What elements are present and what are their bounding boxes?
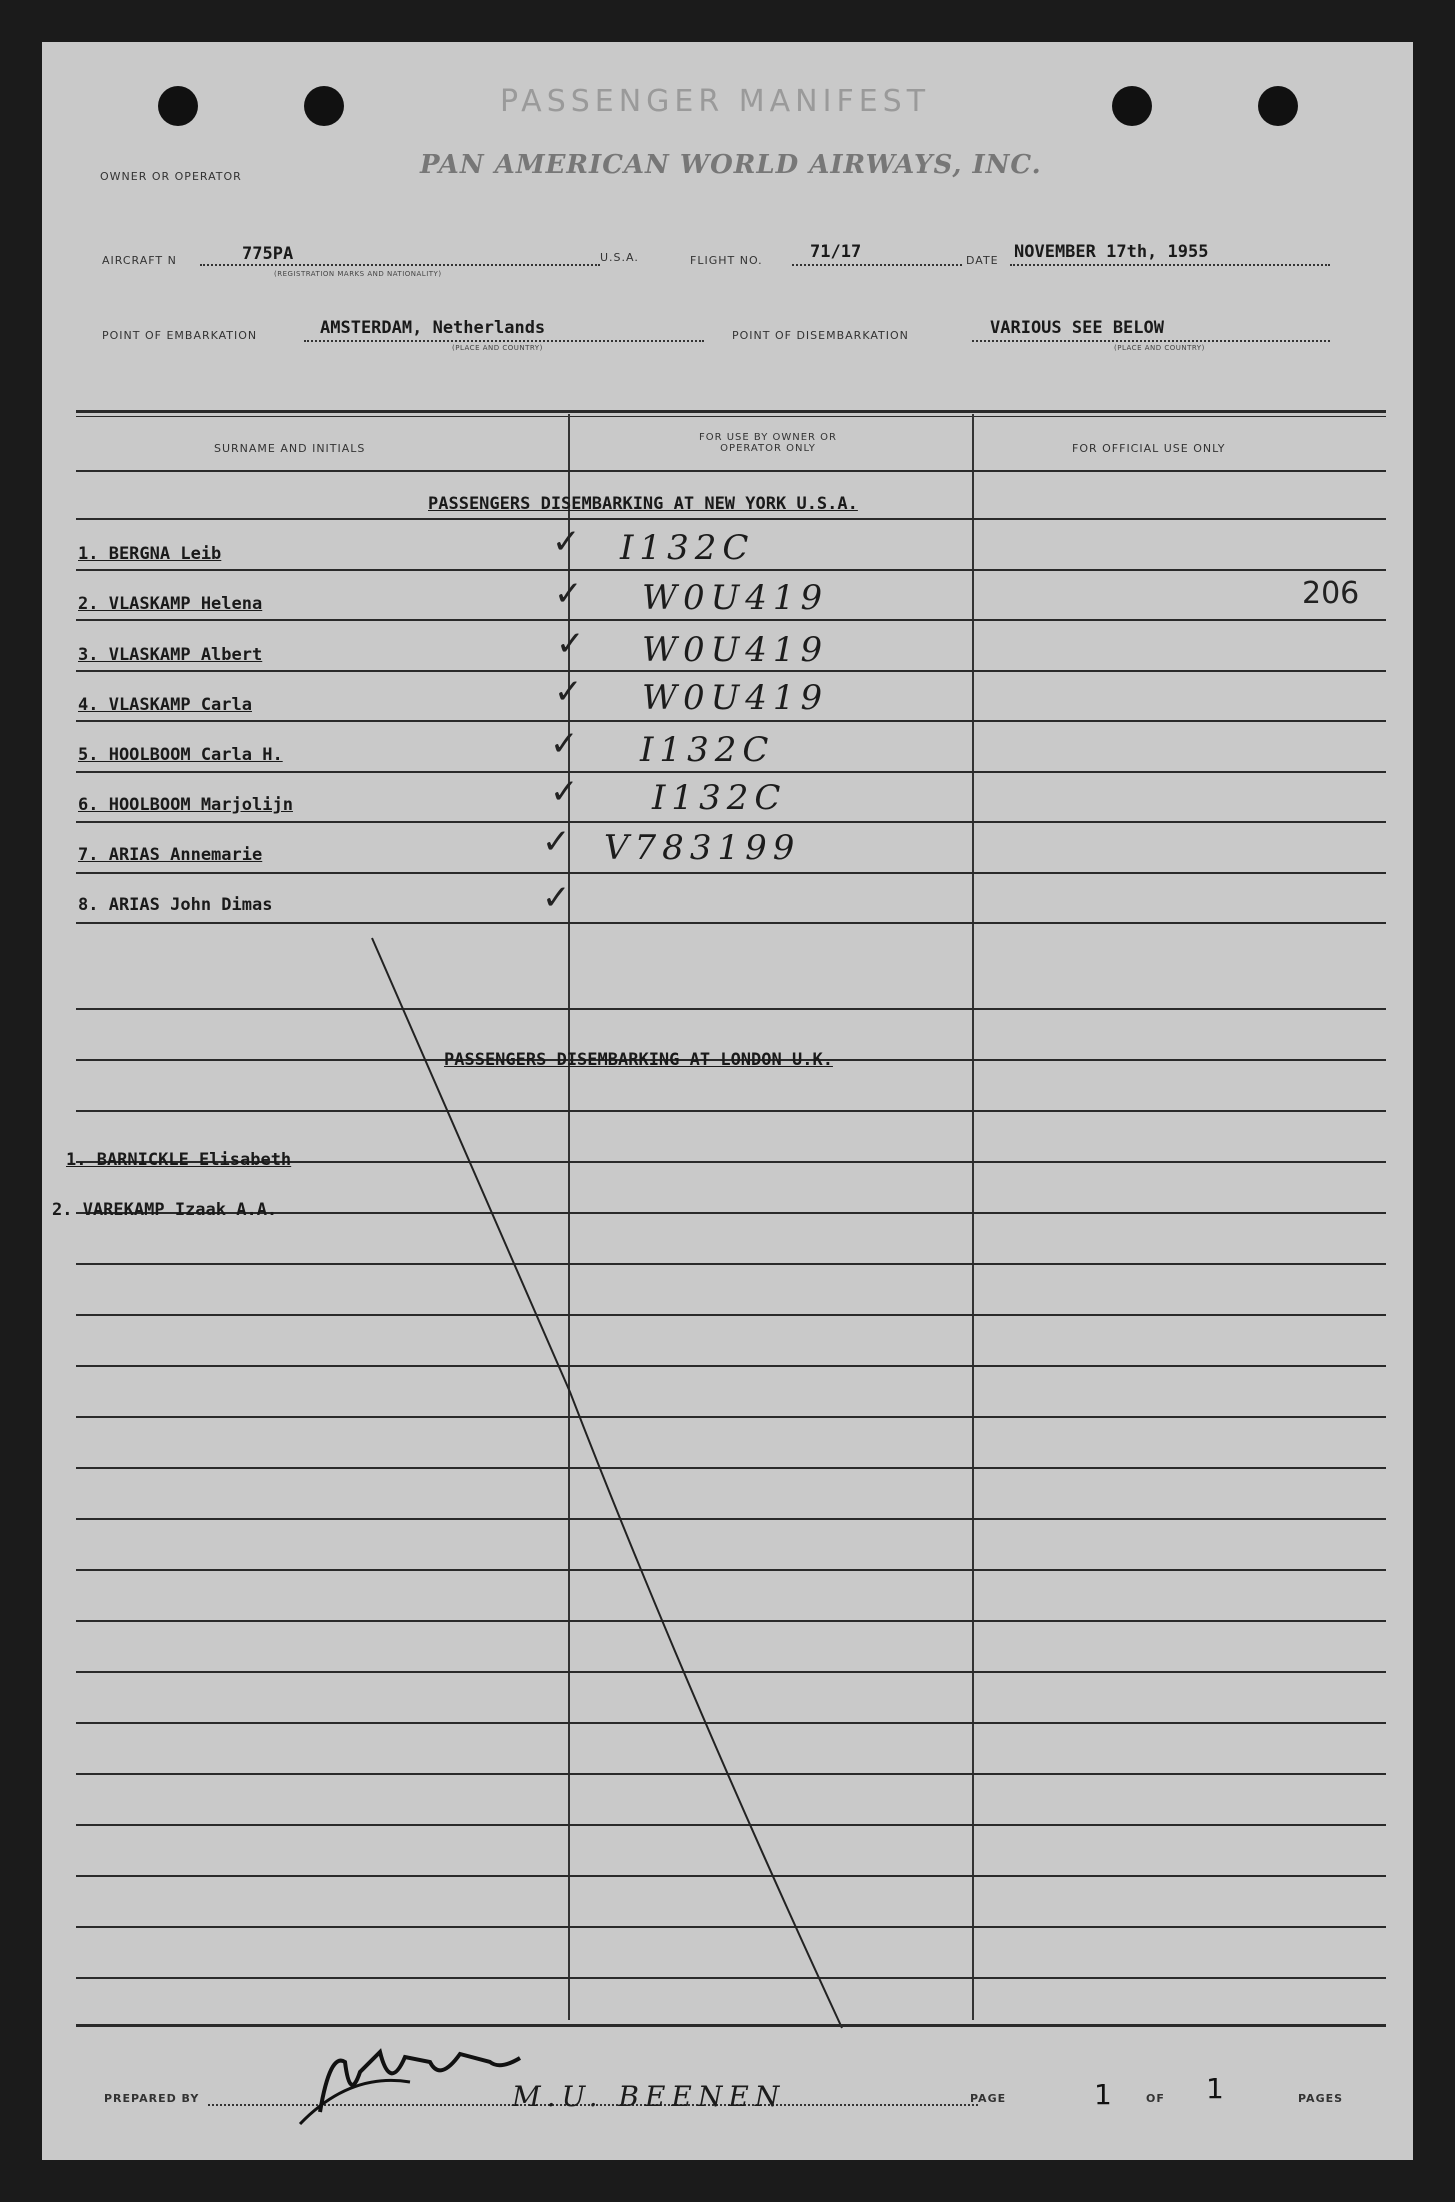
passenger-name: 1. BERGNA Leib <box>78 544 222 564</box>
section-heading: PASSENGERS DISEMBARKING AT LONDON U.K. <box>444 1050 833 1070</box>
section-heading: PASSENGERS DISEMBARKING AT NEW YORK U.S.A. <box>428 494 858 514</box>
passenger-name: 6. HOOLBOOM Marjolijn <box>78 795 293 815</box>
check-mark-icon: ✓ <box>552 522 581 562</box>
embarkation-sub: (PLACE AND COUNTRY) <box>452 344 543 352</box>
disembarkation-point: VARIOUS SEE BELOW <box>990 318 1164 338</box>
passenger-code: W0U419 <box>642 578 829 618</box>
check-mark-icon: ✓ <box>542 822 571 862</box>
manifest-page <box>42 42 1413 2160</box>
check-mark-icon: ✓ <box>554 672 583 712</box>
prepared-by-name: M.U. BEENEN <box>512 2080 786 2113</box>
official-column-header: FOR OFFICIAL USE ONLY <box>1072 442 1226 455</box>
embarkation-point: AMSTERDAM, Netherlands <box>320 318 546 338</box>
passenger-code: V783199 <box>604 828 801 868</box>
table-bottom-rule <box>76 2024 1386 2027</box>
passenger-name: 4. VLASKAMP Carla <box>78 695 252 715</box>
owner-label: OWNER OR OPERATOR <box>100 170 242 183</box>
flight-number: 71/17 <box>810 242 862 262</box>
aircraft-number: 775PA <box>242 244 294 264</box>
airline-name: PAN AMERICAN WORLD AIRWAYS, INC. <box>420 150 1042 180</box>
passenger-code: I132C <box>640 730 775 770</box>
prepared-by-label: PREPARED BY <box>104 2092 200 2105</box>
passenger-code: W0U419 <box>642 678 829 718</box>
disembarkation-label: POINT OF DISEMBARKATION <box>732 329 909 342</box>
of-label: OF <box>1146 2092 1165 2105</box>
signature <box>290 2032 530 2132</box>
surname-column-header: SURNAME AND INITIALS <box>214 442 366 455</box>
check-mark-icon: ✓ <box>550 772 579 812</box>
check-mark-icon: ✓ <box>554 574 583 614</box>
passenger-name: 2. VAREKAMP Izaak A.A. <box>52 1200 278 1220</box>
cancel-line <box>42 42 1413 2160</box>
pages-label: PAGES <box>1298 2092 1344 2105</box>
aircraft-sub: (REGISTRATION MARKS AND NATIONALITY) <box>274 270 442 278</box>
disembarkation-sub: (PLACE AND COUNTRY) <box>1114 344 1205 352</box>
page-label: PAGE <box>970 2092 1007 2105</box>
page-number: 1 <box>1094 2078 1112 2111</box>
passenger-name: 5. HOOLBOOM Carla H. <box>78 745 283 765</box>
passenger-name: 2. VLASKAMP Helena <box>78 594 263 614</box>
owner-column-header: FOR USE BY OWNER OR OPERATOR ONLY <box>698 432 838 454</box>
passenger-name: 8. ARIAS John Dimas <box>78 895 273 915</box>
check-mark-icon: ✓ <box>542 878 571 918</box>
passenger-name: 1. BARNICKLE Elisabeth <box>66 1150 292 1170</box>
flight-date: NOVEMBER 17th, 1955 <box>1014 242 1209 262</box>
flight-label: FLIGHT NO. <box>690 254 763 267</box>
passenger-code: I132C <box>652 778 787 818</box>
check-mark-icon: ✓ <box>550 724 579 764</box>
embarkation-label: POINT OF EMBARKATION <box>102 329 258 342</box>
aircraft-label: AIRCRAFT N <box>102 254 177 267</box>
manifest-title: PASSENGER MANIFEST <box>500 84 931 119</box>
passenger-name: 3. VLASKAMP Albert <box>78 645 263 665</box>
passenger-name: 7. ARIAS Annemarie <box>78 845 263 865</box>
check-mark-icon: ✓ <box>556 624 585 664</box>
total-pages: 1 <box>1206 2072 1224 2105</box>
passenger-code: I132C <box>620 528 755 568</box>
passenger-code: W0U419 <box>642 630 829 670</box>
official-number: 206 <box>1302 576 1360 611</box>
date-label: DATE <box>966 254 999 267</box>
usa-label: U.S.A. <box>600 251 639 264</box>
